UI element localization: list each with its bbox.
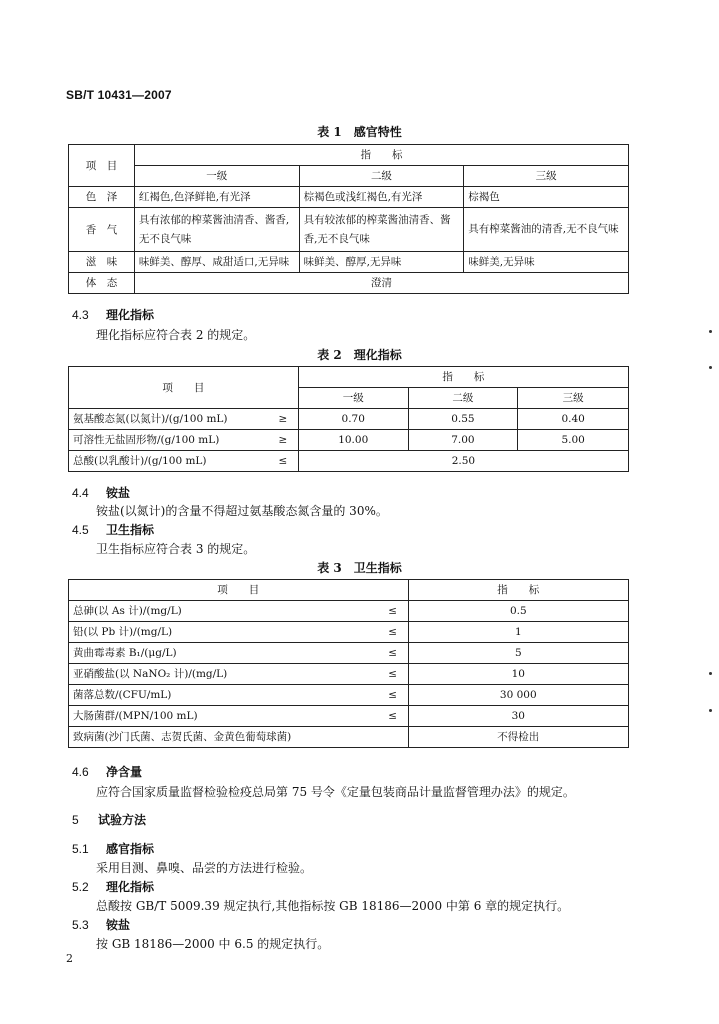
table2-operator: ≥ [268,430,298,451]
table3-cell: 30 [408,706,628,727]
table-row [69,664,629,685]
table-row [69,187,629,208]
section-title: 理化指标 [106,308,155,322]
table-row [69,430,629,451]
section-title: 感官指标 [106,842,155,856]
table3-header-item: 项 目 [69,580,409,601]
table-row [69,273,629,294]
table1-cell: 棕褐色 [464,187,629,208]
section-heading [72,878,154,895]
table2-cell: 0.40 [518,409,629,430]
section-text: 采用目测、鼻嗅、品尝的方法进行检验。 [96,861,313,875]
table3-operator: ≤ [378,664,408,685]
table3-operator: ≤ [378,643,408,664]
table3-caption-number: 表 3 [317,561,342,575]
table-row [69,252,629,273]
table2-cell-merged: 2.50 [298,451,628,472]
hygiene-table [68,579,629,748]
section-heading [72,916,130,933]
section-number: 4.4 [72,486,89,500]
section-text: 总酸按 GB/T 5009.39 规定执行,其他指标按 GB 18186—2000 中第 6 章的规定执行。 [96,899,570,913]
table-row [69,685,629,706]
table3-item: 黄曲霉毒素 B₁/(μg/L) [69,643,378,664]
table2-cell: 7.00 [408,430,518,451]
table3-item: 大肠菌群/(MPN/100 mL) [69,706,378,727]
section-number: 4.5 [72,523,89,537]
scan-mark [709,366,712,369]
chapter-heading [72,811,146,828]
section-text: 卫生指标应符合表 3 的规定。 [96,542,256,556]
table2-grade-3: 三级 [518,388,629,409]
table1-cell: 棕褐色或浅红褐色,有光泽 [299,187,464,208]
table3-operator: ≤ [378,601,408,622]
section-heading [72,484,130,501]
table-row [69,622,629,643]
table1-cell: 具有较浓郁的榨菜酱油清香、酱香,无不良气味 [299,208,464,252]
scan-mark [709,672,712,675]
table1-caption-number: 表 1 [317,125,342,139]
section-title: 铵盐 [106,918,131,932]
table1-cell: 味鲜美,无异味 [464,252,629,273]
table2-operator: ≤ [268,451,298,472]
section-heading [72,306,154,323]
section-number: 5 [72,813,79,827]
section-number: 5.2 [72,880,89,894]
table2-caption-number: 表 2 [317,348,342,362]
table1-header-spec: 指 标 [134,145,628,166]
sensory-table [68,144,629,294]
table2-header-item: 项 目 [69,367,299,409]
section-heading [72,521,154,538]
table3-operator [378,727,408,748]
table3-cell: 30 000 [408,685,628,706]
table3-header-spec: 指 标 [408,580,628,601]
table2-caption-title: 理化指标 [353,348,402,362]
table1-item: 滋 味 [69,252,135,273]
table2-grade-2: 二级 [408,388,518,409]
table1-item: 香 气 [69,208,135,252]
table1-cell: 味鲜美、醇厚,无异味 [299,252,464,273]
table-row [69,706,629,727]
table-row [69,451,629,472]
table-row [69,208,629,252]
section-heading [72,763,142,780]
table3-item: 铅(以 Pb 计)/(mg/L) [69,622,378,643]
table2-header-spec: 指 标 [298,367,628,388]
table1-cell: 味鲜美、醇厚、咸甜适口,无异味 [134,252,299,273]
table1-grade-3: 三级 [464,166,629,187]
table3-item: 致病菌(沙门氏菌、志贺氏菌、金黄色葡萄球菌) [69,727,378,748]
table1-cell: 具有榨菜酱油的清香,无不良气味 [464,208,629,252]
section-title: 净含量 [106,765,143,779]
section-number: 4.3 [72,308,89,322]
table-row [69,601,629,622]
table1-cell: 具有浓郁的榨菜酱油清香、酱香,无不良气味 [134,208,299,252]
table2-grade-1: 一级 [298,388,408,409]
table3-cell: 10 [408,664,628,685]
standard-code: SB/T 10431—2007 [66,88,172,102]
scan-mark [709,330,712,333]
table1-grade-1: 一级 [134,166,299,187]
section-text: 应符合国家质量监督检验检疫总局第 75 号令《定量包装商品计量监督管理办法》的规定。 [96,785,575,799]
scan-mark [709,709,712,712]
table-row [69,643,629,664]
table2-item: 总酸(以乳酸计)/(g/100 mL) [69,451,268,472]
table2-cell: 10.00 [298,430,408,451]
table3-cell: 1 [408,622,628,643]
table2-cell: 0.70 [298,409,408,430]
table3-operator: ≤ [378,622,408,643]
table1-cell-merged: 澄清 [134,273,628,294]
physicochemical-table [68,366,629,472]
table1-header-item: 项 目 [69,145,135,187]
table3-cell: 不得检出 [408,727,628,748]
section-title: 试验方法 [98,813,147,827]
table2-item: 可溶性无盐固形物/(g/100 mL) [69,430,268,451]
table2-caption [0,346,719,363]
table3-item: 总砷(以 As 计)/(mg/L) [69,601,378,622]
table3-item: 亚硝酸盐(以 NaNO₂ 计)/(mg/L) [69,664,378,685]
section-title: 理化指标 [106,880,155,894]
table1-grade-2: 二级 [299,166,464,187]
table3-operator: ≤ [378,706,408,727]
table1-item: 色 泽 [69,187,135,208]
section-text: 铵盐(以氮计)的含量不得超过氨基酸态氮含量的 30%。 [96,504,388,518]
section-text: 理化指标应符合表 2 的规定。 [96,328,256,342]
table1-caption-title: 感官特性 [353,125,402,139]
table1-caption [0,123,719,140]
table1-cell: 红褐色,色泽鲜艳,有光泽 [134,187,299,208]
table2-operator: ≥ [268,409,298,430]
section-number: 5.3 [72,918,89,932]
section-title: 铵盐 [106,486,131,500]
table-row [69,727,629,748]
table2-cell: 5.00 [518,430,629,451]
page-number: 2 [66,952,73,965]
section-text: 按 GB 18186—2000 中 6.5 的规定执行。 [96,937,330,951]
table-row [69,409,629,430]
table2-cell: 0.55 [408,409,518,430]
table1-item: 体 态 [69,273,135,294]
section-heading [72,840,154,857]
section-number: 5.1 [72,842,89,856]
table3-caption [0,559,719,576]
section-number: 4.6 [72,765,89,779]
table3-cell: 0.5 [408,601,628,622]
table3-item: 菌落总数/(CFU/mL) [69,685,378,706]
table3-caption-title: 卫生指标 [353,561,402,575]
table3-cell: 5 [408,643,628,664]
section-title: 卫生指标 [106,523,155,537]
table2-item: 氨基酸态氮(以氮计)/(g/100 mL) [69,409,268,430]
table3-operator: ≤ [378,685,408,706]
